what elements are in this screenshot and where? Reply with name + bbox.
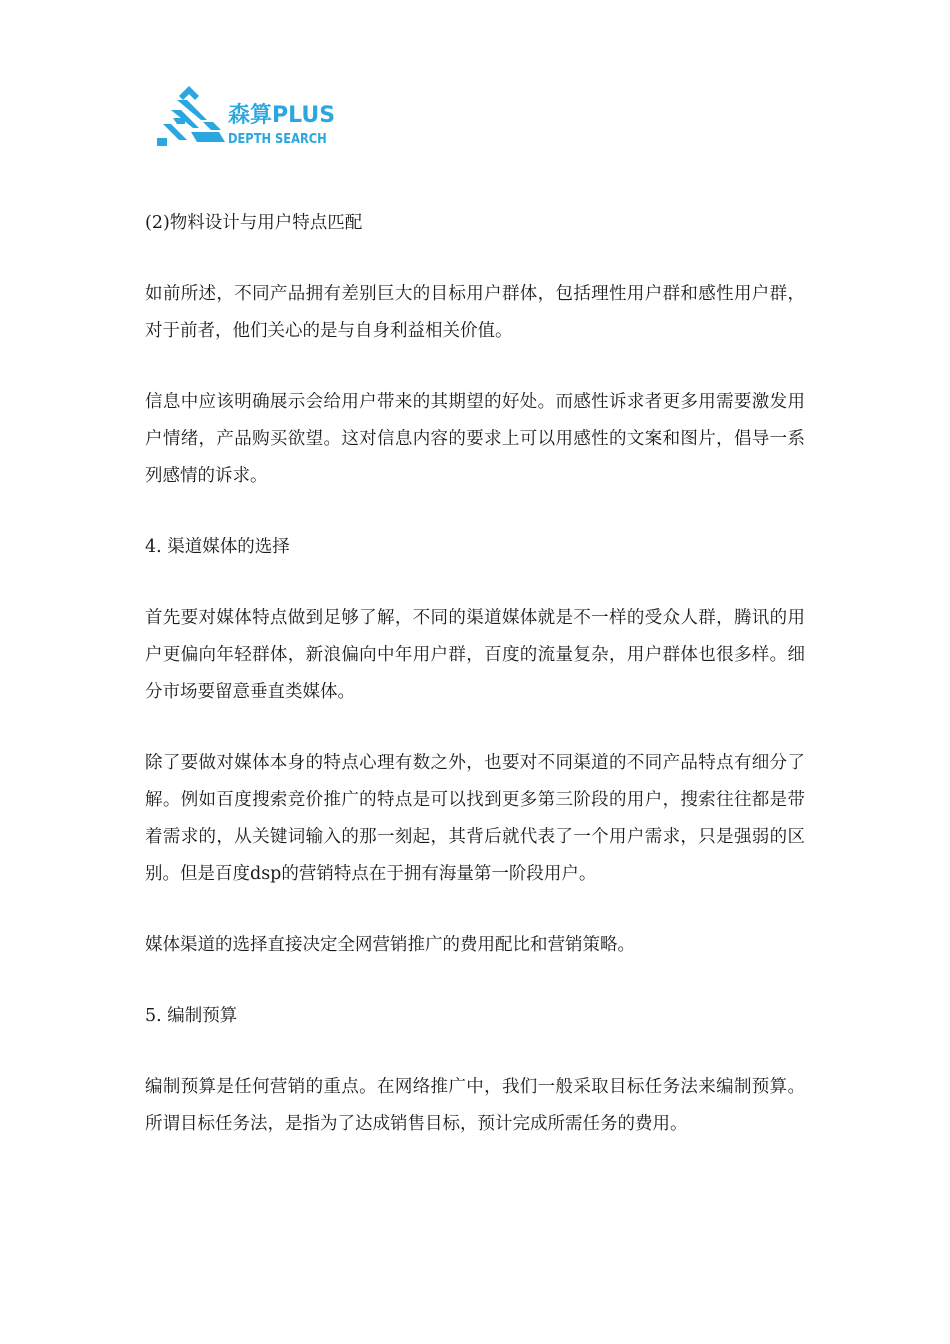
section-heading-budget: 5. 编制预算 [145,1006,238,1026]
paragraph: 首先要对媒体特点做到足够了解，不同的渠道媒体就是不一样的受众人群，腾讯的用户更偏向年轻群体，新浪偏向中年用户群，百度的流量复杂，用户群体也很多样。细分市场要留意垂直类媒体。 [145,608,805,702]
paragraph: 编制预算是任何营销的重点。在网络推广中，我们一般采取目标任务法来编制预算。所谓目标任务法，是指为了达成销售目标，预计完成所需任务的费用。 [145,1077,805,1134]
logo-name-cn: 森算PLUS [228,103,336,128]
logo-name-en: DEPTH SEARCH [228,132,327,147]
document-body [145,205,805,1177]
paragraph: 除了要做对媒体本身的特点心理有数之外，也要对不同渠道的不同产品特点有细分了解。例如百度搜索竞价推广的特点是可以找到更多第三阶段的用户，搜索往往都是带着需求的，从关键词输入的那一刻起，其背后就代表了一个用户需求，只是强弱的区别。但是百度dsp的营销特点在于拥有海量第一阶段用户。 [145,753,805,884]
paragraph: 信息中应该明确展示会给用户带来的其期望的好处。而感性诉求者更多用需要激发用户情绪，产品购买欲望。这对信息内容的要求上可以用感性的文案和图片，倡导一系列感情的诉求。 [145,392,805,486]
paragraph: 如前所述，不同产品拥有差别巨大的目标用户群体，包括理性用户群和感性用户群，对于前者，他们关心的是与自身利益相关价值。 [145,284,805,341]
brand-logo [155,84,345,154]
paragraph: 媒体渠道的选择直接决定全网营销推广的费用配比和营销策略。 [145,935,635,955]
section-heading-channel-media: 4. 渠道媒体的选择 [145,537,290,557]
section-heading-material-design: (2)物料设计与用户特点匹配 [145,213,363,233]
logo-mark-icon [155,84,227,152]
